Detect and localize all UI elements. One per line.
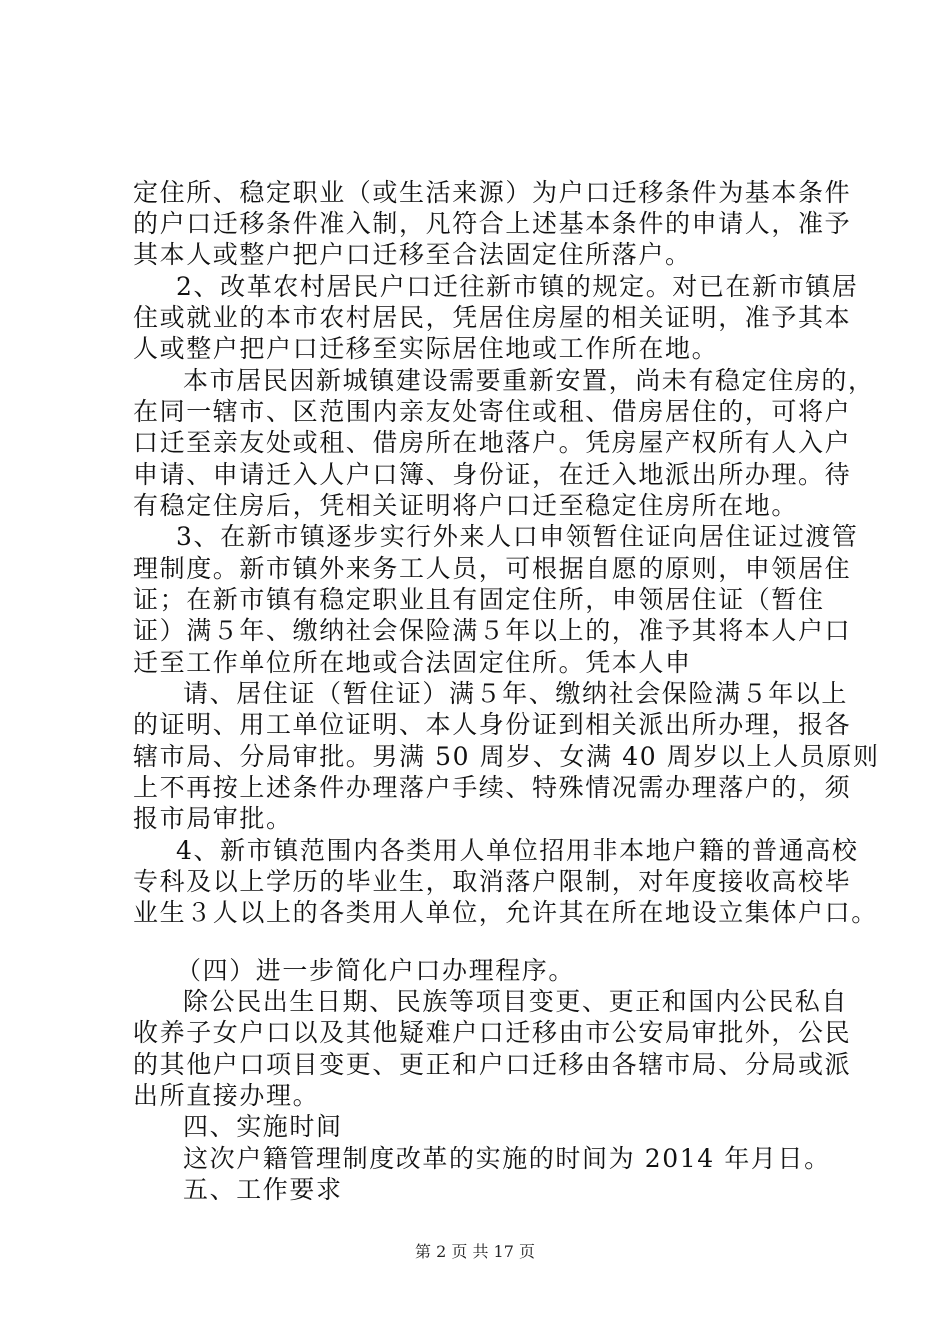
text-line: 有稳定住房后，凭相关证明将户口迁至稳定住房所在地。 bbox=[133, 491, 799, 520]
text-line: 人或整户把户口迁移至实际居住地或工作所在地。 bbox=[133, 334, 719, 363]
text-line: 其本人或整户把户口迁移至合法固定住所落户。 bbox=[133, 240, 692, 269]
text-line: 住或就业的本市农村居民，凭居住房屋的相关证明，准予其本 bbox=[133, 303, 852, 332]
page-number-footer: 第 2 页 共 17 页 bbox=[415, 1242, 535, 1261]
text-line: 专科及以上学历的毕业生，取消落户限制，对年度接收高校毕 bbox=[133, 867, 852, 896]
text-line: 理制度。新市镇外来务工人员，可根据自愿的原则，申领居住 bbox=[133, 554, 852, 583]
text-line: 证）满５年、缴纳社会保险满５年以上的，准予其将本人户口 bbox=[133, 616, 852, 645]
text-line: 辖市局、分局审批。男满 50 周岁、女满 40 周岁以上人员原则 bbox=[133, 742, 880, 771]
text-line: 定住所、稳定职业（或生活来源）为户口迁移条件为基本条件 bbox=[133, 178, 852, 207]
text-line: 本市居民因新城镇建设需要重新安置，尚未有稳定住房的， bbox=[183, 366, 875, 395]
text-line: 2、改革农村居民户口迁往新市镇的规定。对已在新市镇居 bbox=[176, 272, 859, 301]
text-line: 4、新市镇范围内各类用人单位招用非本地户籍的普通高校 bbox=[176, 836, 859, 865]
text-line: 在同一辖市、区范围内亲友处寄住或租、借房居住的，可将户 bbox=[133, 397, 852, 426]
text-line: 申请、申请迁入人户口簿、身份证，在迁入地派出所办理。待 bbox=[133, 460, 852, 489]
text-line: 上不再按上述条件办理落户手续、特殊情况需办理落户的，须 bbox=[133, 773, 852, 802]
text-line: 收养子女户口以及其他疑难户口迁移由市公安局审批外，公民 bbox=[133, 1018, 852, 1047]
text-line: 出所直接办理。 bbox=[133, 1081, 320, 1110]
text-line: 迁至工作单位所在地或合法固定住所。凭本人申 bbox=[133, 648, 692, 677]
text-line: 业生３人以上的各类用人单位，允许其在所在地设立集体户口。 bbox=[133, 898, 878, 927]
text-line: 证；在新市镇有稳定职业且有固定住所，申领居住证（暂住 bbox=[133, 585, 825, 614]
text-line: 的其他户口项目变更、更正和户口迁移由各辖市局、分局或派 bbox=[133, 1050, 852, 1079]
text-line: 五、工作要求 bbox=[183, 1175, 343, 1204]
text-line: 的户口迁移条件准入制，凡符合上述基本条件的申请人，准予 bbox=[133, 209, 852, 238]
text-line: 这次户籍管理制度改革的实施的时间为 2014 年月日。 bbox=[183, 1144, 831, 1173]
text-line: （四）进一步简化户口办理程序。 bbox=[176, 956, 576, 985]
text-line: 报市局审批。 bbox=[133, 804, 293, 833]
text-line: 请、居住证（暂住证）满５年、缴纳社会保险满５年以上 bbox=[183, 679, 849, 708]
text-line: 3、在新市镇逐步实行外来人口申领暂住证向居住证过渡管 bbox=[176, 522, 859, 551]
text-line: 的证明、用工单位证明、本人身份证到相关派出所办理，报各 bbox=[133, 710, 852, 739]
text-line: 四、实施时间 bbox=[183, 1112, 343, 1141]
text-line: 口迁至亲友处或租、借房所在地落户。凭房屋产权所有人入户 bbox=[133, 428, 852, 457]
text-line: 除公民出生日期、民族等项目变更、更正和国内公民私自 bbox=[183, 987, 849, 1016]
